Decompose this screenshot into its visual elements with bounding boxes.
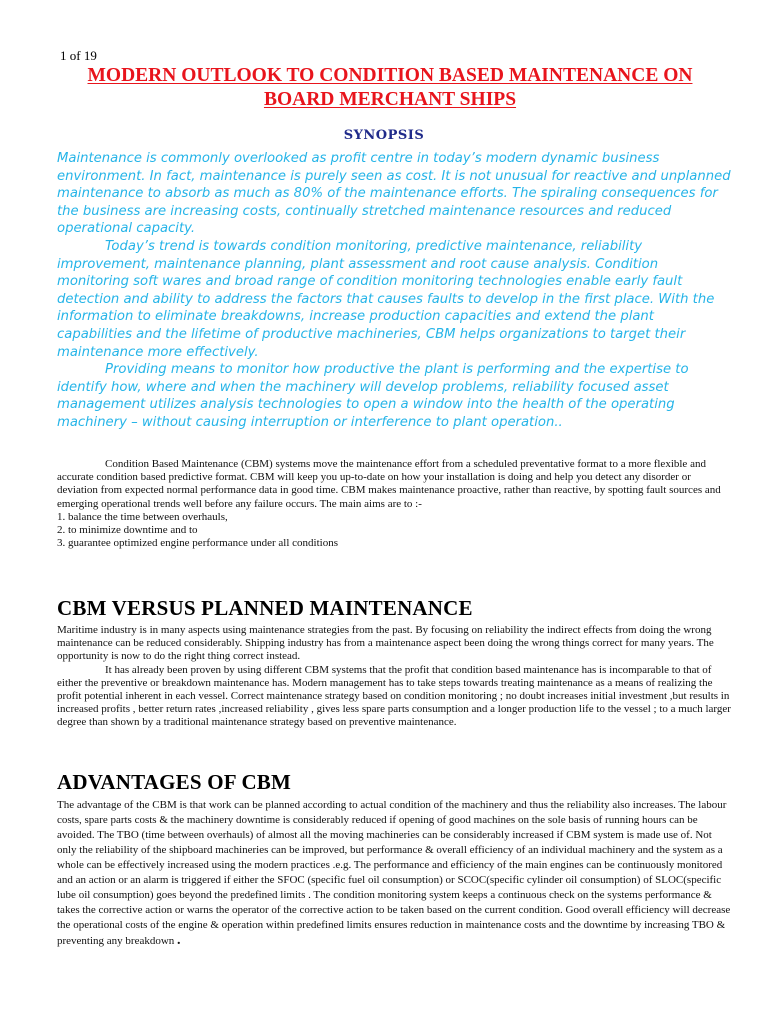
synopsis-heading: SYNOPSIS (343, 128, 425, 143)
section-paragraph: Maritime industry is in many aspects using maintenance strategies from the past. By focusing on reliability the indirect effects from doing the wrong maintenance can be reduced considerably. Shipping industry has from a maintenance aspect been doing the wrong things correct for many years. The opportunity is now to do the right thing correct instead. (57, 624, 714, 663)
document-title: MODERN OUTLOOK TO CONDITION BASED MAINTENANCE ON BOARD MERCHANT SHIPS (87, 65, 693, 110)
advantages-text: The advantage of the CBM is that work can be planned according to actual condition of the machinery and thus the reliability also increases. The labour costs, spare parts costs & the machinery downtime is considerably reduced if opening of good machines on the sole basis of running hours can be avoided. The TBO (time between overhauls) of almost all the moving machineries can be considerably increased if CBM system is made use of. Not only the reliability of the shipboard machineries can be improved, but performance & overall efficiency of an individual machinery and the system as a whole can be effectively increased using the modern practices .e.g. The performance and efficiency of the main engines can be continuously monitored and an action or an alarm is triggered if either the SFOC (specific fuel oil consumption) or SCOC(specific cylinder oil consumption) of SLOC(specific lube oil consumption) goes beyond the predefined limits . The condition monitoring system keeps a continuous check on the systems performance & takes the corrective action or warns the operator of the corrective action to be taken based on the current condition. Good overall efficiency will decrease the operational costs of the engine & operation within predefined limits ensures reduction in maintenance costs and the downtime by increasing TBO & preventing any breakdown (57, 799, 731, 947)
section-paragraph (57, 798, 733, 949)
aim-item: 2. to minimize downtime and to (57, 524, 198, 537)
end-mark: . (177, 933, 181, 948)
section-paragraph: It has already been proven by using different CBM systems that the profit that condition based maintenance has is incomparable to that of either the preventive or breakdown maintenance has. Modern management has to take steps towards treating maintenance as a means of realizing the profit potential inherent in each vessel. Correct maintenance strategy based on condition monitoring ; no doubt increases initial investment ,but results in increased profits , better return rates ,increased reliability , gives less spare parts consumption and a longer production life to the vessel ; to a much larger degree than shown by a traditional maintenance strategy based on preventive maintenance. (57, 663, 731, 729)
cbm-vs-planned-section (57, 624, 733, 730)
section-heading-advantages: ADVANTAGES OF CBM (57, 770, 292, 794)
synopsis-paragraph: Today’s trend is towards condition monitoring, predictive maintenance, reliability improvement, maintenance planning, plant assessment and root cause analysis. Condition monitoring soft wares and broad range of condition monitoring technologies enable early fault detection and ability to address the factors that causes faults to develop in the first place. With the information to eliminate breakdowns, increase production capacities and extend the plant capabilities and the lifetime of productive machineries, CBM helps organizations to target their maintenance more effectively. (57, 238, 715, 360)
page-number: 1 of 19 (60, 48, 97, 63)
synopsis-paragraph: Maintenance is commonly overlooked as profit centre in today’s modern dynamic business environment. In fact, maintenance is purely seen as cost. It is not unusual for reactive and unplanned maintenance to absorb as much as 80% of the maintenance efforts. The spiraling consequences for the business are increasing costs, continually stretched maintenance resources and reduced operational capacity. (57, 151, 731, 237)
aim-item: 1. balance the time between overhauls, (57, 510, 228, 523)
intro-paragraph: Condition Based Maintenance (CBM) systems move the maintenance effort from a scheduled preventative format to a more flexible and accurate condition based predictive format. CBM will keep you up-to-date on how your installation is doing and help you detect any disorder or deviation from expected normal performance data in good time. CBM makes maintenance proactive, rather than reactive, by spotting fault sources and emerging operational trends well before any failure occurs. The main aims are to :- (57, 458, 721, 510)
synopsis-paragraph: Providing means to monitor how productive the plant is performing and the expertise to identify how, where and when the machinery will develop problems, reliability focused asset management utilizes analysis technologies to open a window into the health of the operating machinery – without causing interruption or interference to plant operation.. (57, 362, 689, 430)
synopsis-text (57, 150, 733, 432)
section-heading-cbm-vs-planned: CBM VERSUS PLANNED MAINTENANCE (57, 596, 473, 620)
intro-section (57, 458, 733, 550)
advantages-section (57, 798, 733, 949)
aim-item: 3. guarantee optimized engine performance under all conditions (57, 537, 339, 550)
